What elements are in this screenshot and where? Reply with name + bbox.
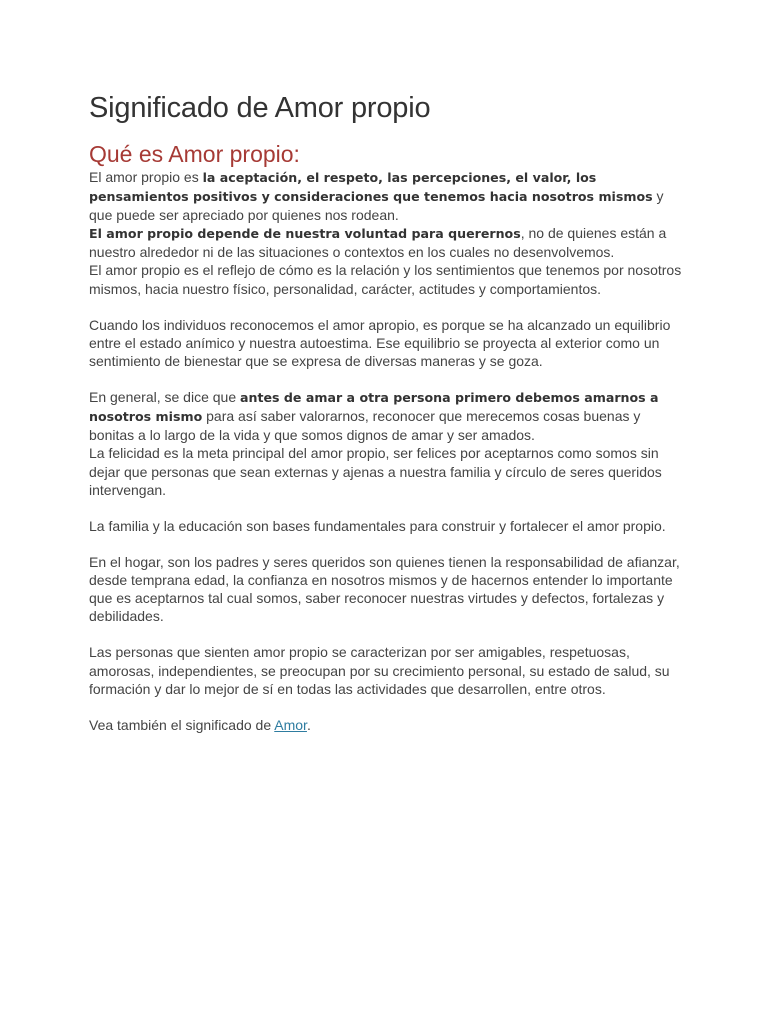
paragraph-general [89, 388, 685, 444]
paragraph-text: En general, se dice que [89, 389, 240, 406]
paragraph-text: , no de quienes están a nuestro alrededor ni de las situaciones o contextos en los cuales no desenvolvemos. [89, 225, 667, 261]
paragraph-definition [89, 168, 685, 224]
paragraph-vea-tambien [89, 716, 685, 734]
paragraph-text: y que puede ser apreciado por quienes nos rodean. [89, 188, 664, 224]
section-heading: Qué es Amor propio: [89, 141, 300, 167]
paragraph-text: para así saber valorarnos, reconocer que merecemos cosas buenas y bonitas a lo largo de la vida y que somos dignos de amar y ser amados. [89, 408, 641, 444]
article [89, 88, 685, 734]
paragraph-felicidad: La felicidad es la meta principal del amor propio, ser felices por aceptarnos como somos sin dejar que personas que sean externas y ajenas a nuestra familia y círculo de seres queridos intervengan. [89, 445, 662, 498]
paragraph-reflejo: El amor propio es el reflejo de cómo es la relación y los sentimientos que tenemos por nosotros mismos, hacia nuestro físico, personalidad, carácter, actitudes y comportamientos. [89, 262, 682, 297]
paragraph-hogar: En el hogar, son los padres y seres queridos son quienes tienen la responsabilidad de afianzar, desde temprana edad, la confianza en nosotros mismos y de hacernos entender lo importante que es aceptarnos tal cual somos, saber reconocer nuestras virtudes y defectos, fortalezas y debilidades. [89, 553, 680, 625]
paragraph-familia: La familia y la educación son bases fundamentales para construir y fortalecer el amor propio. [89, 517, 666, 534]
amor-link[interactable]: Amor [274, 716, 307, 733]
bold-text: antes de amar a otra persona primero debemos amarnos a nosotros mismo [89, 390, 659, 425]
article-body [89, 168, 685, 734]
page-title: Significado de Amor propio [89, 92, 431, 124]
paragraph-text: El amor propio es [89, 169, 203, 185]
paragraph-personas: Las personas que sienten amor propio se caracterizan por ser amigables, respetuosas, amorosas, independientes, se preocupan por su crecimiento personal, su estado de salud, su formación y dar lo mejor de sí en todas las actividades que desarrollen, entre otros. [89, 644, 670, 697]
bold-text: la aceptación, el respeto, las percepciones, el valor, los pensamientos positivos y consideraciones que tenemos hacia nosotros mismos [89, 170, 653, 205]
paragraph-voluntad [89, 224, 685, 261]
paragraph-equilibrio: Cuando los individuos reconocemos el amor apropio, es porque se ha alcanzado un equilibrio entre el estado anímico y nuestra autoestima. Ese equilibrio se proyecta al exterior como un sentimiento de bienestar que se expresa de diversas maneras y se goza. [89, 316, 671, 369]
paragraph-text: Vea también el significado de [89, 716, 275, 733]
paragraph-text: . [306, 716, 311, 733]
bold-text: El amor propio depende de nuestra voluntad para querernos [89, 226, 521, 242]
